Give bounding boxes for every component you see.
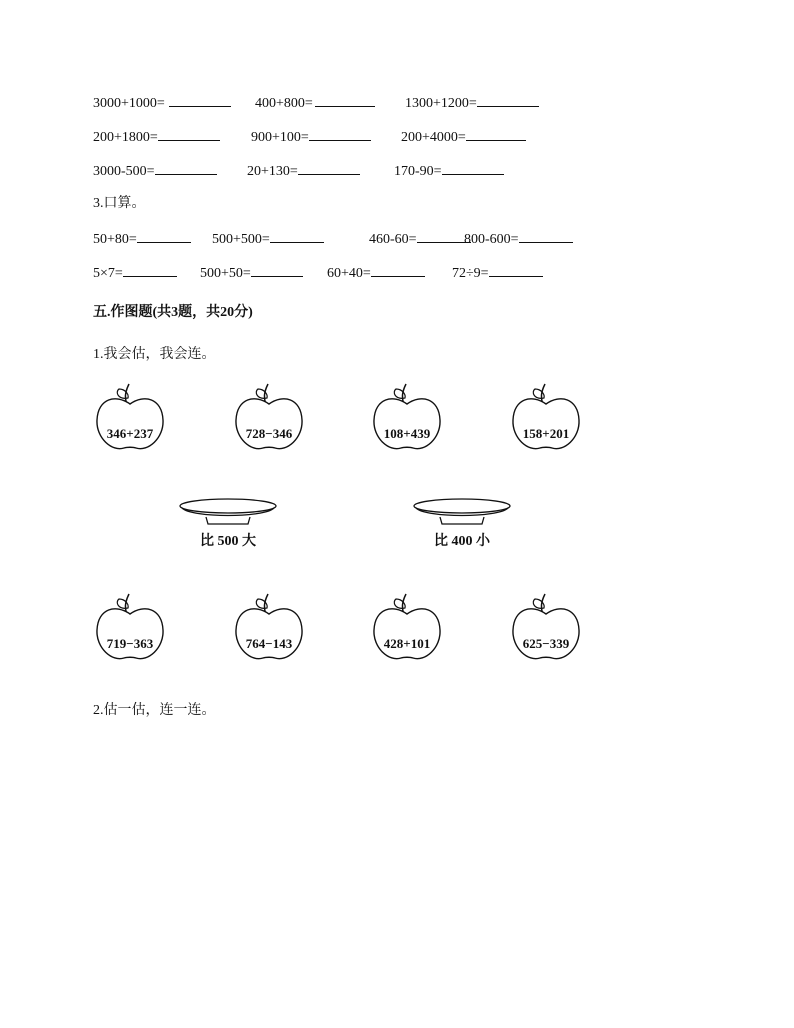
answer-blank[interactable] [371,262,425,277]
calc-item: 3000+1000= [93,92,231,114]
plate-label: 比 500 大 [200,534,256,549]
plate-icon [178,496,278,530]
apple-card[interactable] [510,592,582,676]
apple-expression: 108+439 [383,426,431,441]
answer-blank[interactable] [169,92,231,107]
calc-item: 50+80= [93,228,191,250]
answer-blank[interactable] [417,228,471,243]
apple-card[interactable] [94,592,166,676]
question-1-heading: 1.我会估，我会连。 [93,347,216,362]
calc-item: 800-600= [464,228,573,250]
plate-target[interactable] [412,496,512,556]
answer-blank[interactable] [489,262,543,277]
answer-blank[interactable] [315,92,375,107]
answer-blank[interactable] [123,262,177,277]
answer-blank[interactable] [309,126,371,141]
apple-expression: 719−363 [106,636,154,651]
apple-expression: 428+101 [383,636,431,651]
apple-card[interactable] [371,592,443,676]
apple-icon [371,592,443,676]
calc-item: 60+40= [327,262,425,284]
calc-item: 72÷9= [452,262,543,284]
calc-item: 3000-500= [93,160,217,182]
apple-expression: 625−339 [522,636,570,651]
apple-icon [371,382,443,466]
calc-item: 460-60= [369,228,471,250]
calc-item: 170-90= [394,160,504,182]
answer-blank[interactable] [158,126,220,141]
apple-card[interactable] [233,382,305,466]
apple-card[interactable] [233,592,305,676]
answer-blank[interactable] [298,160,360,175]
calc-item: 900+100= [251,126,371,148]
calc-item: 400+800= [255,92,375,114]
apple-icon [510,592,582,676]
apple-expression: 158+201 [522,426,570,441]
apple-card[interactable] [510,382,582,466]
answer-blank[interactable] [155,160,217,175]
calc-item: 200+4000= [401,126,526,148]
apple-icon [94,382,166,466]
answer-blank[interactable] [270,228,324,243]
apple-expression: 346+237 [106,426,154,441]
apple-expression: 764−143 [245,636,293,651]
calc-item: 500+50= [200,262,303,284]
calc-item: 5×7= [93,262,177,284]
plate-target[interactable] [178,496,278,556]
apple-expression: 728−346 [245,426,293,441]
apple-card[interactable] [371,382,443,466]
apple-icon [94,592,166,676]
question-2-heading: 2.估一估，连一连。 [93,703,216,718]
plate-icon [412,496,512,530]
answer-blank[interactable] [442,160,504,175]
plate-label: 比 400 小 [434,534,490,549]
section-5-heading: 五.作图题(共3题，共20分) [93,305,253,320]
answer-blank[interactable] [477,92,539,107]
apple-icon [233,382,305,466]
answer-blank[interactable] [251,262,303,277]
apple-icon [233,592,305,676]
answer-blank[interactable] [466,126,526,141]
answer-blank[interactable] [519,228,573,243]
apple-card[interactable] [94,382,166,466]
apple-icon [510,382,582,466]
calc-item: 20+130= [247,160,360,182]
calc-item: 1300+1200= [405,92,539,114]
calc-item: 200+1800= [93,126,220,148]
calc-item: 500+500= [212,228,324,250]
answer-blank[interactable] [137,228,191,243]
question-3-heading: 3.口算。 [93,196,146,211]
